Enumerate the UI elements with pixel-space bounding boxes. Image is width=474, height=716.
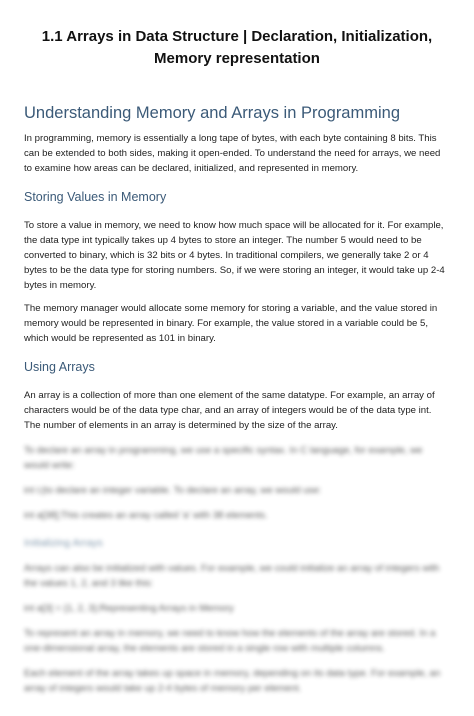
blurred-paragraph-6: To represent an array in memory, we need to know how the elements of the array are stored. In a one-dimensional array, the elements are stored in a single row with multiple columns. (24, 628, 436, 654)
title-line-2: Memory representation (154, 50, 320, 67)
storing-values-paragraph-1: To store a value in memory, we need to know how much space will be allocated for it. For example, the data type int typically takes up 4 bytes to store an integer. The number 5 would need to be converted to binary, which is 32 bits or 4 bytes. In traditional compilers, we generally take 2 or 4 bytes to be the data type for storing numbers. So, if we were storing an integer, it would take up 2-4 bytes in memory. (24, 220, 445, 291)
blurred-heading-initializing: Initializing Arrays (24, 537, 103, 549)
blurred-paragraph-4: Arrays can also be initialized with values. For example, we could initialize an array of integers with the values 1, 2, and 3 like this: (24, 563, 440, 589)
section-heading-using-arrays: Using Arrays (24, 360, 95, 374)
section-heading-storing-values: Storing Values in Memory (24, 190, 167, 204)
title-line-1: 1.1 Arrays in Data Structure | Declaration, Initialization, (41, 28, 433, 45)
document-title (24, 26, 450, 70)
blurred-paragraph-5: int a[3] = {1, 2, 3};Representing Arrays in Memory (24, 603, 234, 614)
blurred-preview-content (24, 443, 450, 696)
document-page (0, 26, 474, 716)
blurred-paragraph-7: Each element of the array takes up space in memory, depending on its data type. For example, an array of integers would take up 2-4 bytes of memory per element. (24, 668, 441, 694)
blurred-paragraph-2: int i;(to declare an integer variable. To declare an array, we would use: (24, 485, 322, 496)
section-heading-memory-arrays: Understanding Memory and Arrays in Programming (24, 104, 400, 122)
storing-values-paragraph-2: The memory manager would allocate some memory for storing a variable, and the value stored in memory would be represented in binary. For example, the value stored in a variable could be 5, which would be represented as 101 in binary. (24, 303, 438, 344)
intro-paragraph: In programming, memory is essentially a long tape of bytes, with each byte containing 8 bits. This can be extended to both sides, making it open-ended. To understand the need for arrays, we need to examine how areas can be declared, initialized, and represented in memory. (24, 133, 441, 174)
using-arrays-paragraph: An array is a collection of more than one element of the same datatype. For example, an array of characters would be of the data type char, and an array of integers would be of the data type int. The number of elements in an array is determined by the size of the array. (24, 390, 435, 431)
blurred-paragraph-1: To declare an array in programming, we use a specific syntax. In C language, for example, we would write: (24, 445, 423, 471)
blurred-paragraph-3: int a[38];This creates an array called 'a' with 38 elements. (24, 510, 268, 521)
